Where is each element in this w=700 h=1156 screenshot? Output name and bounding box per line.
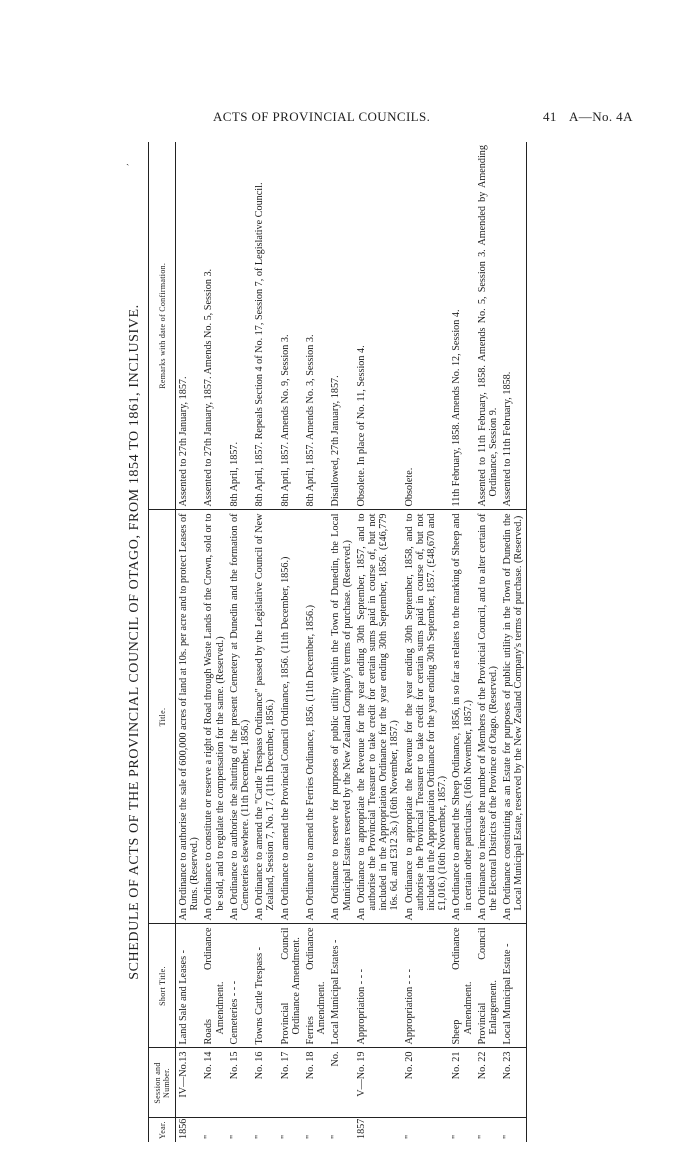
title-text: An Ordinance to amend the "Cattle Trespass Ordinance" passed by the Legislative Council of New Zealand, Session 7, No. 17. (11th December, 1856.) (254, 513, 277, 921)
remarks-text: 11th February, 1858. Amends No. 12, Session 4. (451, 309, 463, 507)
cell-remarks (500, 142, 526, 510)
title-text: An Ordinance to amend the Ferries Ordinance, 1856. (11th December, 1856.) (305, 605, 317, 921)
cell-session: No. 22 (475, 1048, 500, 1118)
cell-remarks (176, 142, 202, 510)
cell-short-title (475, 924, 500, 1048)
col-header-short-title: Short Title. (149, 924, 176, 1048)
cell-remarks (201, 142, 226, 510)
cell-short-title (500, 924, 526, 1048)
title-text: An Ordinance to amend the Provincial Council Ordinance, 1856. (11th December, 1856.) (279, 556, 291, 921)
cell-year: " (330, 1134, 342, 1139)
cell-remarks (303, 142, 328, 510)
cell-title (176, 510, 202, 924)
remarks-text: Assented to 27th January, 1857. (178, 376, 189, 507)
remarks-text: 8th April, 1857. Repeals Section 4 of No. 17, Session 7, of Legislative Council. (254, 182, 266, 507)
cell-session: No. 20 (402, 1048, 450, 1118)
cell-short-title (354, 924, 402, 1048)
remarks-text: Obsolete. (403, 467, 415, 507)
cell-year: " (451, 1134, 463, 1139)
remarks-text: Assented to 27th January, 1857. Amends No. 5, Session 3. (203, 268, 215, 507)
cell-title (227, 510, 252, 924)
table-row (252, 142, 277, 1142)
short-title-text: Local Municipal Estates - (330, 939, 342, 1045)
short-title-text: Towns Cattle Trespass - (254, 947, 266, 1045)
cell-session: No. (328, 1048, 353, 1118)
table-body (176, 142, 527, 1142)
short-title-text: Provincial Council Enlargement. (476, 927, 500, 1045)
cell-short-title (176, 924, 202, 1048)
remarks-text: 8th April, 1857. (228, 441, 240, 507)
cell-remarks (354, 142, 402, 510)
cell-session: No. 23 (500, 1048, 526, 1118)
col-header-remarks: Remarks with date of Confirmation. (149, 142, 176, 510)
short-title-text: Ferries Ordinance Amendment. (305, 927, 328, 1045)
short-title-text: Sheep Ordinance Amendment. (451, 927, 474, 1045)
cell-title (402, 510, 450, 924)
title-text: An Ordinance to increase the number of Members of the Provincial Council, and to alter certain of the Electoral Districts of the Province of Otago. (Reserved.) (476, 513, 500, 921)
cell-remarks (278, 142, 303, 510)
cell-year: " (305, 1134, 317, 1139)
cell-short-title (201, 924, 226, 1048)
cell-title (201, 510, 226, 924)
table-row (303, 142, 328, 1142)
cell-session: V—No. 19 (354, 1048, 402, 1118)
cell-session: No. 18 (303, 1048, 328, 1118)
cell-session: No. 21 (449, 1048, 474, 1118)
title-text: An Ordinance to appropriate the Revenue for the year ending 30th September, 1858, and to authorise the Provincial Treasurer to take credit for certain sums paid in course of, but not included in the Appropriation Ordinance for the year ending 30th September, 1857. (£48,670 and £1,016.) (16th November, 1857.) (403, 513, 449, 921)
cell-short-title (278, 924, 303, 1048)
table-header-row (149, 142, 176, 1142)
short-title-text: Land Sale and Leases - (178, 950, 189, 1045)
remarks-text: Obsolete. In place of No. 11, Session 4. (355, 345, 367, 507)
margin-mark: ˏ (126, 155, 130, 166)
schedule-title: SCHEDULE OF ACTS OF THE PROVINCIAL COUNCIL OF OTAGO, FROM 1854 TO 1861, INCLUSIVE. (127, 304, 142, 980)
short-title-text: Cemeteries - - - (228, 980, 240, 1045)
cell-title (252, 510, 277, 924)
table-row (475, 142, 500, 1142)
table-row (278, 142, 303, 1142)
cell-title (500, 510, 526, 924)
cell-year: " (403, 1134, 415, 1139)
cell-year: " (203, 1134, 215, 1139)
table-row (176, 142, 202, 1142)
cell-title (278, 510, 303, 924)
cell-remarks (328, 142, 353, 510)
page-number: 41 (543, 109, 557, 124)
cell-short-title (227, 924, 252, 1048)
remarks-text: Assented to 11th February, 1858. (502, 371, 514, 507)
remarks-text: 8th April, 1857. Amends No. 9, Session 3. (279, 334, 291, 507)
title-text: An Ordinance to reserve for purposes of public utility within the Town of Dunedin, the Local Municipal Estates reserved by the New Zealand Company's terms of purchase. (Reserved.) (330, 513, 353, 921)
cell-short-title (303, 924, 328, 1048)
page-header (0, 109, 700, 127)
cell-title (475, 510, 500, 924)
cell-session: No. 14 (201, 1048, 226, 1118)
cell-session: No. 16 (252, 1048, 277, 1118)
short-title-text: Provincial Council Ordinance Amendment. (279, 927, 302, 1045)
cell-year: 1857 (355, 1118, 367, 1139)
remarks-text: Assented to 11th February, 1858. Amends No. 5, Session 3. Amended by Amending Ordinance, Session 9. (476, 145, 500, 507)
cell-short-title (252, 924, 277, 1048)
col-header-year: Year. (149, 1118, 176, 1142)
cell-year: " (500, 1118, 526, 1142)
table-row (227, 142, 252, 1142)
col-header-title: Title. (149, 510, 176, 924)
cell-short-title (449, 924, 474, 1048)
cell-session: No. 17 (278, 1048, 303, 1118)
paper-number: A—No. 4A (569, 109, 633, 124)
cell-remarks (449, 142, 474, 510)
cell-remarks (475, 142, 500, 510)
cell-title (328, 510, 353, 924)
cell-short-title (328, 924, 353, 1048)
cell-short-title (402, 924, 450, 1048)
remarks-text: Disallowed, 27th January, 1857. (330, 375, 342, 507)
cell-remarks (252, 142, 277, 510)
remarks-text: 8th April, 1857. Amends No. 3, Session 3. (305, 334, 317, 507)
title-text: An Ordinance to amend the Sheep Ordinance, 1856, in so far as relates to the marking of Sheep and in certain other particulars. (16th November, 1857.) (451, 513, 474, 921)
cell-year: " (279, 1134, 291, 1139)
cell-year: " (228, 1134, 240, 1139)
running-title: ACTS OF PROVINCIAL COUNCILS. (213, 109, 431, 124)
cell-title (303, 510, 328, 924)
schedule-table (148, 142, 527, 1142)
cell-session: No. 15 (227, 1048, 252, 1118)
short-title-text: Local Municipal Estate - (502, 943, 514, 1045)
table-row (500, 142, 526, 1142)
cell-title (449, 510, 474, 924)
cell-remarks (402, 142, 450, 510)
rotated-schedule (125, 142, 525, 1142)
table-row (201, 142, 226, 1142)
cell-year: " (476, 1134, 488, 1139)
table-row (449, 142, 474, 1142)
short-title-text: Appropriation - - - (355, 968, 367, 1045)
title-text: An Ordinance to constitute or reserve a right of Road through Waste Lands of the Crown, sold or to be sold, and to regulate the compensation for the same. (Reserved.) (203, 513, 226, 921)
cell-year: 1856 (178, 1118, 189, 1139)
short-title-text: Roads Ordinance Amendment. (203, 927, 226, 1045)
cell-session: IV—No.13 (176, 1048, 202, 1118)
col-header-session: Session and Number. (149, 1048, 176, 1118)
title-text: An Ordinance to appropriate the Revenue for the year ending 30th September, 1857, and to authorise the Provincial Treasurer to take credit for certain sums paid in course of, but not included in the Appropriation Ordinance for the year ending 30th September, 1856. (£46,779 16s. 6d. and £312 3s.) (16th November, 1857.) (355, 513, 401, 921)
short-title-text: Appropriation - - - (403, 968, 415, 1045)
cell-title (354, 510, 402, 924)
cell-remarks (227, 142, 252, 510)
title-text: An Ordinance constituting as an Estate for purposes of public utility in the Town of Dunedin the Local Municipal Estate, reserved by the New Zealand Company's terms of purchase. (Reserved.) (502, 513, 525, 921)
title-text: An Ordinance to authorise the sale of 600,000 acres of land at 10s. per acre and to protect Leases of Runs. (Reserved.) (178, 513, 201, 921)
title-text: An Ordinance to authorise the shutting of the present Cemetery at Dunedin and the formation of Cemeteries elsewhere. (11th December, 1856.) (228, 513, 252, 921)
table-row (328, 142, 353, 1142)
cell-year: " (254, 1134, 266, 1139)
table-row (354, 142, 402, 1142)
table-row (402, 142, 450, 1142)
